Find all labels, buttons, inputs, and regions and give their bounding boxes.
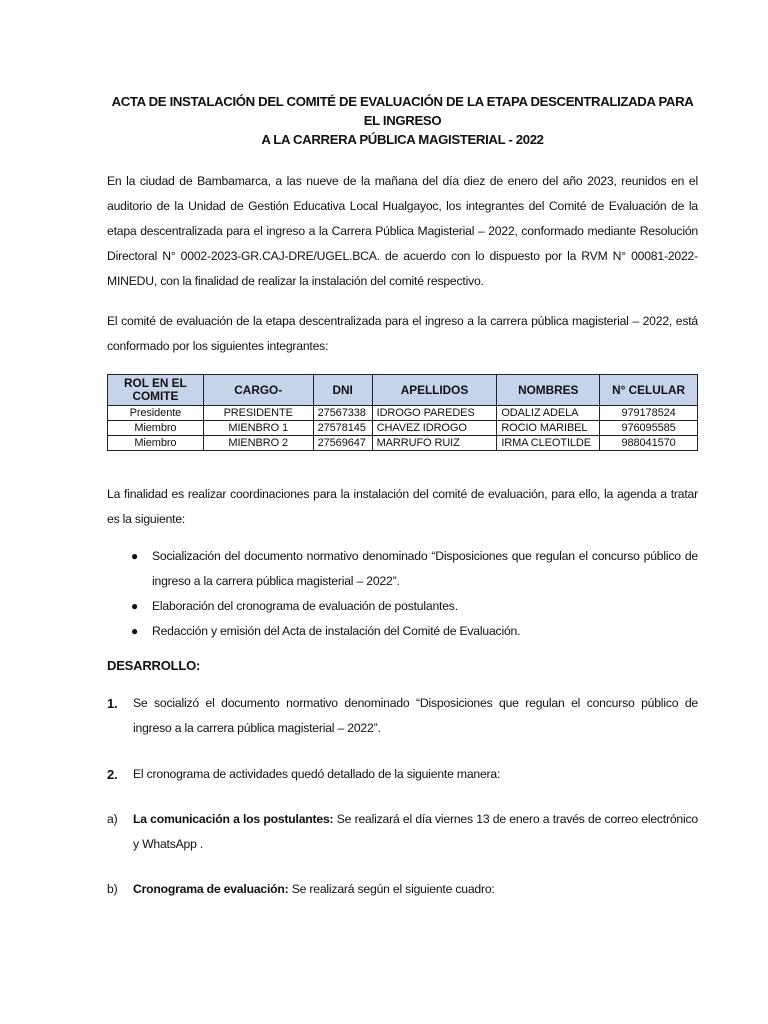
bullet-icon: ● xyxy=(131,549,139,563)
agenda-item xyxy=(107,544,698,594)
intro-paragraph: En la ciudad de Bambamarca, a las nueve de la mañana del día diez de enero del año 2023, reunidos en el auditorio de la Unidad de Gestión Educativa Local Hualgayoc, los integrantes del Comité de Evaluación de la etapa descentralizada para el ingreso a la Carrera Pública Magisterial – 2022, conformado mediante Resolución Directoral N° 0002-2023-GR.CAJ-DRE/UGEL.BCA. de acuerdo con lo dispuesto por la RVM N° 00081-2022-MINEDU, con la finalidad de realizar la instalación del comité respectivo. xyxy=(107,174,698,288)
cell-names: ODALIZ ADELA xyxy=(497,406,600,421)
cell-position: PRESIDENTE xyxy=(203,406,313,421)
development-item-2 xyxy=(107,762,698,787)
table-row xyxy=(108,436,698,451)
column-header-phone: N° CELULAR xyxy=(600,375,698,406)
column-header-surnames: APELLIDOS xyxy=(372,375,497,406)
agenda-item-text: Elaboración del cronograma de evaluación de postulantes. xyxy=(152,599,458,613)
item-text: Se socializó el documento normativo denominado “Disposiciones que regulan el concurso público de ingreso a la carrera pública magisterial – 2022”. xyxy=(133,696,698,735)
development-item-b xyxy=(107,877,698,902)
agenda-item-text: Socialización del documento normativo denominado “Disposiciones que regulan el concurso público de ingreso a la carrera pública magisterial – 2022”. xyxy=(152,549,698,588)
agenda-list xyxy=(107,544,698,644)
cell-names: IRMA CLEOTILDE xyxy=(497,436,600,451)
item-text: Se realizará el día viernes 13 de enero a través de correo electrónico y WhatsApp . xyxy=(133,812,698,851)
table-row xyxy=(108,421,698,436)
bullet-icon: ● xyxy=(131,624,139,638)
cell-dni: 27567338 xyxy=(313,406,372,421)
cell-position: MIENBRO 1 xyxy=(203,421,313,436)
item-number: 1. xyxy=(107,696,118,711)
column-header-position: CARGO- xyxy=(203,375,313,406)
agenda-item-text: Redacción y emisión del Acta de instalación del Comité de Evaluación. xyxy=(152,624,521,638)
cell-surnames: MARRUFO RUIZ xyxy=(372,436,497,451)
cell-phone: 976095585 xyxy=(600,421,698,436)
development-heading: DESARROLLO: xyxy=(107,658,201,673)
item-letter: b) xyxy=(107,882,118,896)
column-header-role: ROL EN EL COMITE xyxy=(108,375,204,406)
item-text: Se realizará según el siguiente cuadro: xyxy=(288,882,495,896)
committee-table xyxy=(107,374,698,451)
column-header-names: NOMBRES xyxy=(497,375,600,406)
cell-phone: 988041570 xyxy=(600,436,698,451)
column-header-dni: DNI xyxy=(313,375,372,406)
title-line-1: ACTA DE INSTALACIÓN DEL COMITÉ DE EVALUACIÓN DE LA ETAPA DESCENTRALIZADA PARA EL INGRESO xyxy=(111,94,694,128)
table-header-row xyxy=(108,375,698,406)
development-item-a xyxy=(107,807,698,857)
development-item-1 xyxy=(107,691,698,741)
cell-dni: 27569647 xyxy=(313,436,372,451)
item-number: 2. xyxy=(107,767,118,782)
cell-dni: 27578145 xyxy=(313,421,372,436)
cell-surnames: IDROGO PAREDES xyxy=(372,406,497,421)
cell-phone: 979178524 xyxy=(600,406,698,421)
item-text: El cronograma de actividades quedó detallado de la siguiente manera: xyxy=(133,767,501,781)
finality-paragraph: La finalidad es realizar coordinaciones para la instalación del comité de evaluación, para ello, la agenda a tratar es la siguiente: xyxy=(107,487,698,526)
cell-surnames: CHAVEZ IDROGO xyxy=(372,421,497,436)
item-letter: a) xyxy=(107,812,118,826)
agenda-item xyxy=(107,594,698,619)
agenda-item xyxy=(107,619,698,644)
title-line-2: A LA CARRERA PÚBLICA MAGISTERIAL - 2022 xyxy=(261,132,544,147)
bullet-icon: ● xyxy=(131,599,139,613)
document-page xyxy=(107,92,698,902)
cell-role: Miembro xyxy=(108,421,204,436)
cell-names: ROCIO MARIBEL xyxy=(497,421,600,436)
table-row xyxy=(108,406,698,421)
committee-intro-paragraph: El comité de evaluación de la etapa descentralizada para el ingreso a la carrera pública magisterial – 2022, está conformado por los siguientes integrantes: xyxy=(107,314,698,353)
cell-role: Presidente xyxy=(108,406,204,421)
cell-position: MIENBRO 2 xyxy=(203,436,313,451)
item-lead: La comunicación a los postulantes: xyxy=(133,812,334,826)
cell-role: Miembro xyxy=(108,436,204,451)
item-lead: Cronograma de evaluación: xyxy=(133,882,289,896)
document-title xyxy=(107,92,698,149)
